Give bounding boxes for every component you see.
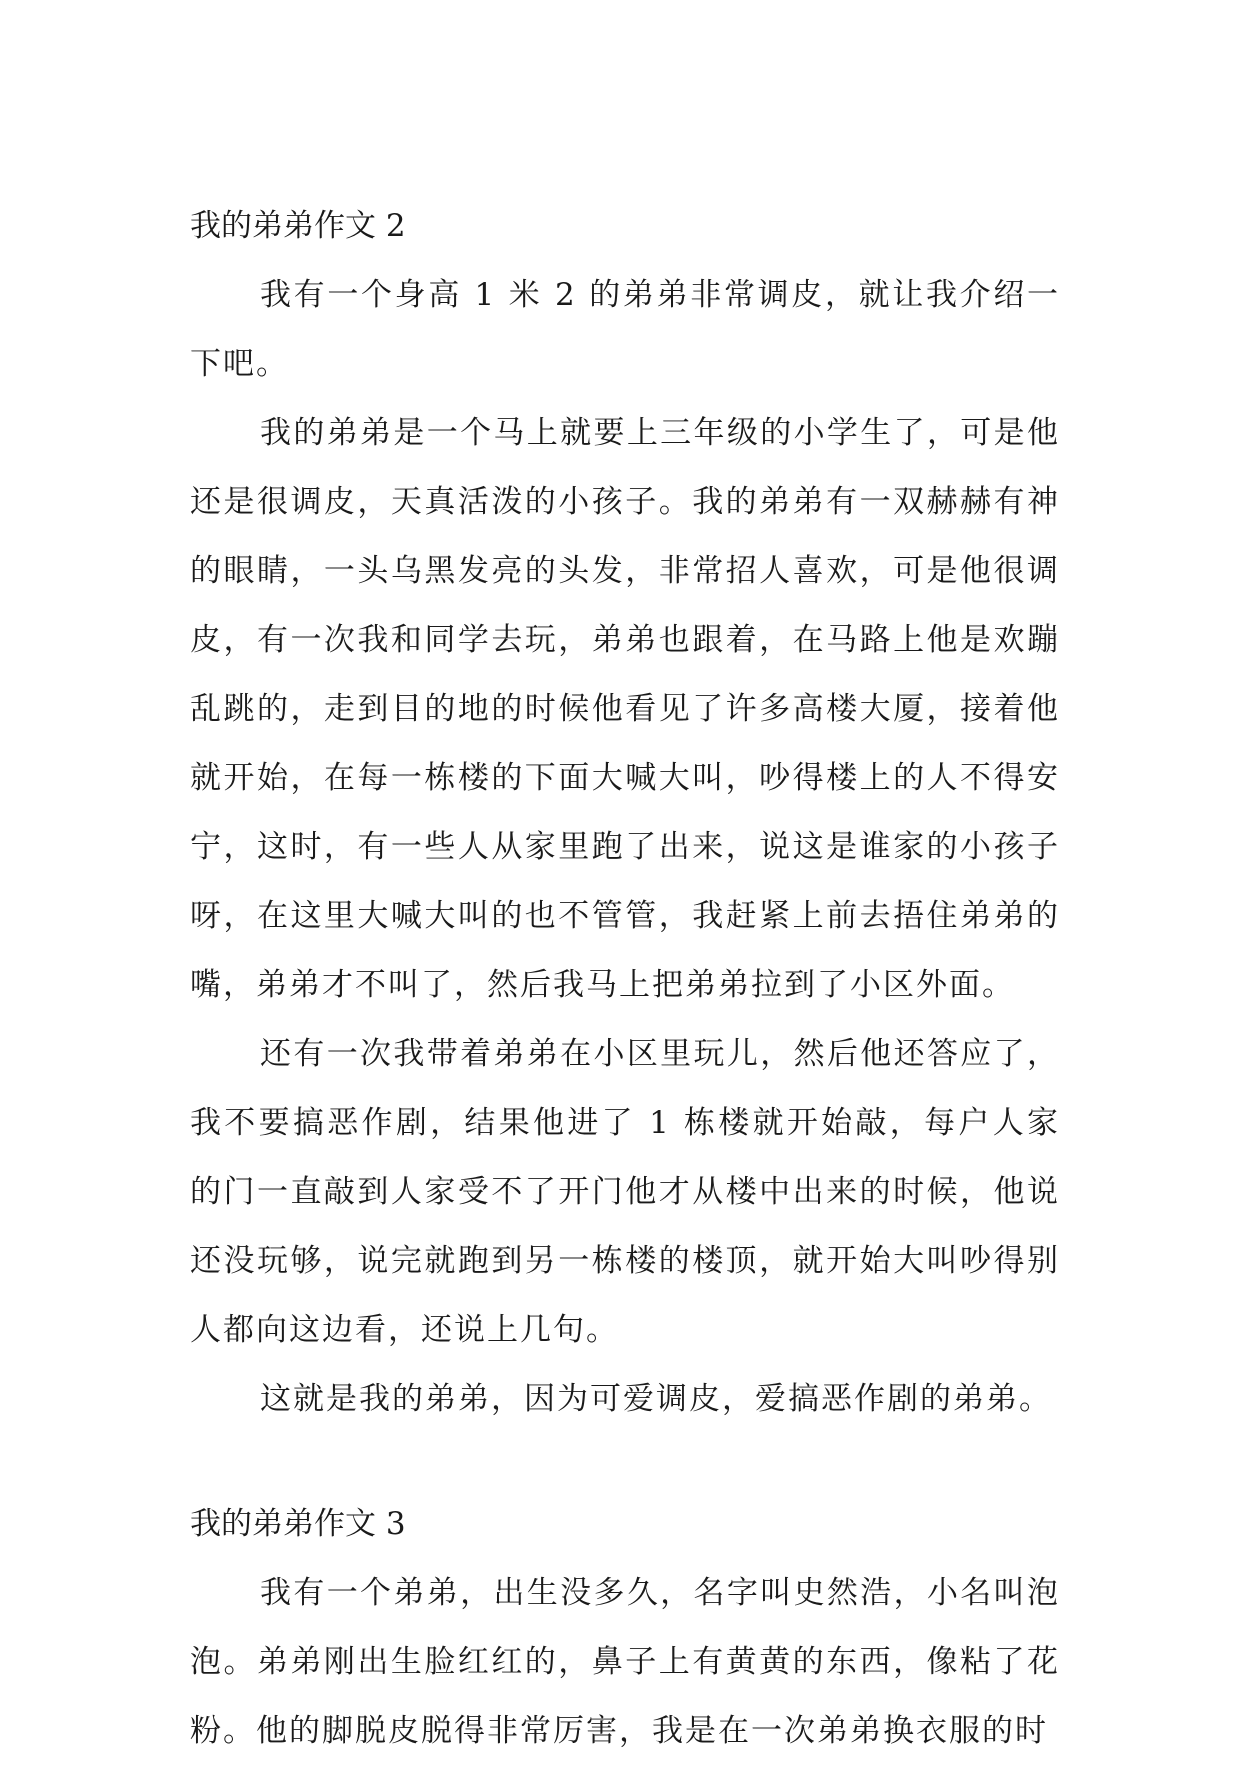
paragraph: 我的弟弟是一个马上就要上三年级的小学生了，可是他还是很调皮，天真活泼的小孩子。我的弟弟有一双赫赫有神的眼睛，一头乌黑发亮的头发，非常招人喜欢，可是他很调皮，有一次我和同学去玩，弟弟也跟着，在马路上他是欢蹦乱跳的，走到目的地的时候他看见了许多高楼大厦，接着他就开始，在每一栋楼的下面大喊大叫，吵得楼上的人不得安宁，这时，有一些人从家里跑了出来，说这是谁家的小孩子呀，在这里大喊大叫的也不管管，我赶紧上前去捂住弟弟的嘴，弟弟才不叫了，然后我马上把弟弟拉到了小区外面。 — [190, 415, 1060, 1003]
paragraph: 还有一次我带着弟弟在小区里玩儿，然后他还答应了，我不要搞恶作剧，结果他进了 1 栋楼就开始敲，每户人家的门一直敲到人家受不了开门他才从楼中出来的时候，他说还没玩够，说完就跑到另一栋楼的楼顶，就开始大叫吵得别人都向这边看，还说上几句。 — [190, 1036, 1060, 1348]
document-body — [190, 192, 1060, 1766]
paragraph: 这就是我的弟弟，因为可爱调皮，爱搞恶作剧的弟弟。 — [260, 1381, 1052, 1417]
paragraph: 我有一个身高 1 米 2 的弟弟非常调皮，就让我介绍一下吧。 — [190, 277, 1060, 382]
section-spacer — [190, 1434, 1060, 1490]
paragraph: 我有一个弟弟，出生没多久，名字叫史然浩，小名叫泡泡。弟弟刚出生脸红红的，鼻子上有黄黄的东西，像粘了花粉。他的脚脱皮脱得非常厉害，我是在一次弟弟换衣服的时 — [190, 1575, 1060, 1749]
section-title: 我的弟弟作文 2 — [190, 208, 406, 244]
section-title: 我的弟弟作文 3 — [190, 1506, 406, 1542]
